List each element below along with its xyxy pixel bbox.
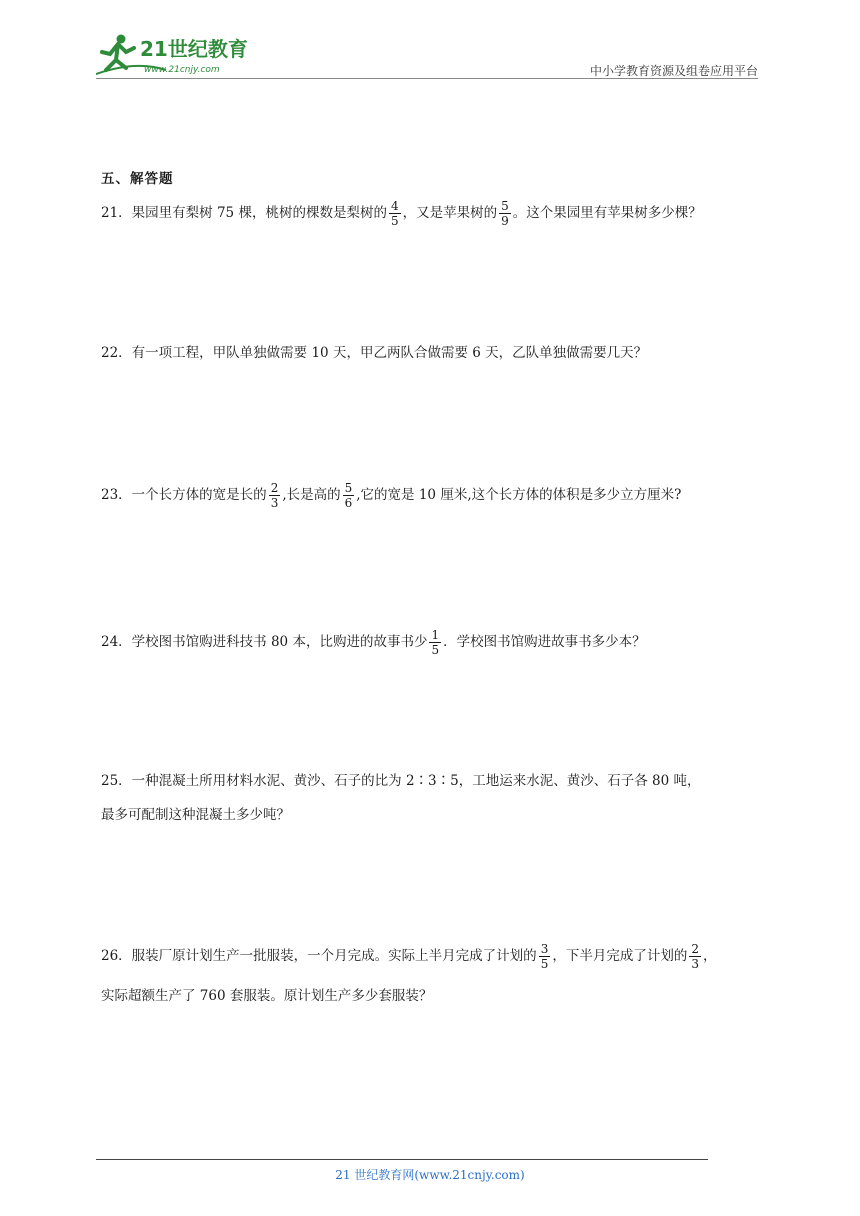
fraction: $\frac{4}{5}$	[390, 199, 399, 228]
fraction: $\frac{1}{5}$	[431, 628, 440, 657]
fraction: $\frac{2}{3}$	[270, 481, 279, 510]
question-26: 26．服装厂原计划生产一批服装，一个月完成。实际上半月完成了计划的 $\frac{3}{5}$ ，下半月完成了计划的 $\frac{2}{3}$ ， 实际超额生产了 760 套服装。原计划生产多少套服装？	[101, 942, 717, 1004]
fraction: $\frac{5}{6}$	[344, 481, 353, 510]
svg-text:www.21cnjy.com: www.21cnjy.com	[144, 65, 220, 75]
question-24: 24．学校图书馆购进科技书 80 本，比购进的故事书少 $\frac{1}{5}$ ．学校图书馆购进故事书多少本？	[101, 628, 646, 657]
fraction: $\frac{2}{3}$	[691, 942, 699, 971]
footer-divider	[96, 1159, 708, 1160]
logo	[96, 30, 261, 76]
question-23: 23．一个长方体的宽是长的 $\frac{2}{3}$ ,长是高的 $\frac{5}{6}$ ,它的宽是 10 厘米,这个长方体的体积是多少立方厘米?	[101, 481, 682, 510]
fraction: $\frac{3}{5}$	[540, 942, 549, 971]
fraction: $\frac{5}{9}$	[501, 199, 509, 228]
footer-link[interactable]: 21 世纪教育网(www.21cnjy.com)	[335, 1168, 525, 1182]
svg-text:21世纪教育: 21世纪教育	[140, 37, 248, 61]
section-title: 五、解答题	[101, 171, 174, 187]
page-header	[96, 30, 758, 78]
platform-tagline: 中小学教育资源及组卷应用平台	[589, 64, 758, 78]
question-22: 22．有一项工程，甲队单独做需要 10 天，甲乙两队合做需要 6 天，乙队单独做需要几天？	[101, 345, 648, 361]
question-25: 25．一种混凝土所用材料水泥、黄沙、石子的比为 2∶3∶5，工地运来水泥、黄沙、石子各 80 吨， 最多可配制这种混凝土多少吨？	[101, 773, 701, 823]
question-21: 21．果园里有梨树 75 棵，桃树的棵数是梨树的 $\frac{4}{5}$ ，又是苹果树的 $\frac{5}{9}$ 。这个果园里有苹果树多少棵？	[101, 199, 702, 228]
header-divider	[96, 78, 758, 79]
